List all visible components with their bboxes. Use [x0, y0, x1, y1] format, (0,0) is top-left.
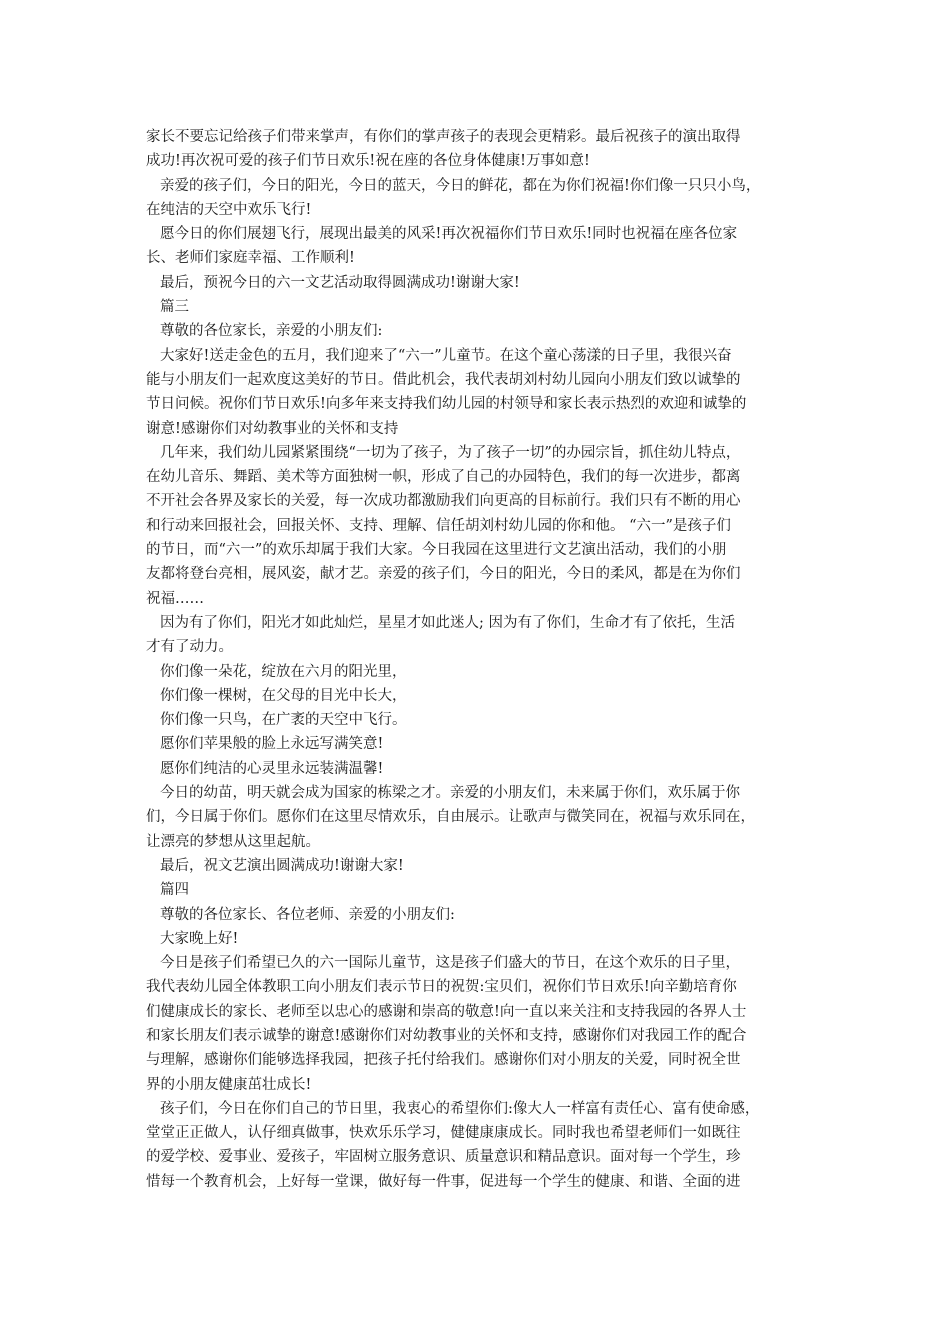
text-line: 最后，祝文艺演出圆满成功!谢谢大家!	[160, 857, 404, 874]
text-line: 亲爱的孩子们，今日的阳光，今日的蓝天，今日的鲜花，都在为你们祝福!你们像一只只小鸟，	[160, 177, 761, 194]
text-line: 界的小朋友健康茁壮成长!	[146, 1076, 312, 1093]
text-line: 几年来，我们幼儿园紧紧围绕“一切为了孩子，为了孩子一切”的办园宗旨，抓住幼儿特点，	[160, 444, 741, 461]
text-line: 让漂亮的梦想从这里起航。	[146, 833, 320, 850]
text-line: 你们像一朵花，绽放在六月的阳光里，	[160, 663, 407, 680]
text-line: 篇四	[160, 882, 189, 899]
text-line: 谢意!感谢你们对幼教事业的关怀和支持	[146, 420, 399, 437]
text-line: 堂堂正正做人，认仔细真做事，快欢乐乐学习，健健康康成长。同时我也希望老师们一如既往	[146, 1125, 741, 1142]
text-line: 的节日，而“六一”的欢乐却属于我们大家。今日我园在这里进行文艺演出活动，我们的小朋	[146, 542, 727, 559]
text-line: 你们像一只鸟，在广袤的天空中飞行。	[160, 712, 407, 729]
text-line: 和家长朋友们表示诚挚的谢意!感谢你们对幼教事业的关怀和支持，感谢你们对我园工作的配合	[146, 1027, 747, 1044]
text-line: 我代表幼儿园全体教职工向小朋友们表示节日的祝贺:宝贝们，祝你们节日欢乐!向辛勤培育你	[146, 979, 737, 996]
text-line: 能与小朋友们一起欢度这美好的节日。借此机会，我代表胡刘村幼儿园向小朋友们致以诚挚的	[146, 371, 741, 388]
text-line: 不开社会各界及家长的关爱，每一次成功都激励我们向更高的目标前行。我们只有不断的用心	[146, 493, 741, 510]
text-line: 们健康成长的家长、老师至以忠心的感谢和崇高的敬意!向一直以来关注和支持我园的各界人士	[146, 1003, 747, 1020]
text-line: 节日问候。祝你们节日欢乐!向多年来支持我们幼儿园的村领导和家长表示热烈的欢迎和诚挚的	[146, 396, 747, 413]
text-line: 尊敬的各位家长、各位老师、亲爱的小朋友们:	[160, 906, 455, 923]
text-line: 愿今日的你们展翅飞行，展现出最美的风采!再次祝福你们节日欢乐!同时也祝福在座各位家	[160, 226, 738, 243]
text-line: 愿你们苹果般的脸上永远写满笑意!	[160, 736, 384, 753]
text-line: 今日是孩子们希望已久的六一国际儿童节，这是孩子们盛大的节日，在这个欢乐的日子里，	[160, 955, 740, 972]
text-line: 篇三	[160, 299, 189, 316]
text-line: 在纯洁的天空中欢乐飞行!	[146, 201, 312, 218]
text-line: 孩子们，今日在你们自己的节日里，我衷心的希望你们:像大人一样富有责任心、富有使命感，	[160, 1100, 760, 1117]
text-line: 家长不要忘记给孩子们带来掌声，有你们的掌声孩子的表现会更精彩。最后祝孩子的演出取得	[146, 129, 741, 145]
text-line: 友都将登台亮相，展风姿，献才艺。亲爱的孩子们，今日的阳光，今日的柔风，都是在为你们	[146, 566, 741, 583]
text-line: 成功!再次祝可爱的孩子们节日欢乐!祝在座的各位身体健康!万事如意!	[146, 153, 590, 170]
document-page	[146, 125, 816, 1194]
text-line: 长、老师们家庭幸福、工作顺利!	[146, 250, 355, 267]
text-line: 你们像一棵树，在父母的目光中长大，	[160, 687, 407, 704]
text-line: 的爱学校、爱事业、爱孩子，牢固树立服务意识、质量意识和精品意识。面对每一个学生，珍	[146, 1149, 741, 1166]
text-line: 尊敬的各位家长，亲爱的小朋友们:	[160, 323, 383, 340]
text-line: 在幼儿音乐、舞蹈、美术等方面独树一帜，形成了自己的办园特色，我们的每一次进步，都离	[146, 469, 741, 486]
text-line: 今日的幼苗，明天就会成为国家的栋梁之才。亲爱的小朋友们，未来属于你们，欢乐属于你	[160, 785, 740, 802]
text-line: 祝福……	[146, 590, 204, 607]
text-line: 大家晚上好!	[160, 930, 239, 947]
text-line: 因为有了你们，阳光才如此灿烂，星星才如此迷人; 因为有了你们，生命才有了依托，生活	[160, 614, 735, 631]
text-line: 愿你们纯洁的心灵里永远装满温馨!	[160, 760, 384, 777]
text-line: 最后，预祝今日的六一文艺活动取得圆满成功!谢谢大家!	[160, 274, 520, 291]
text-line: 和行动来回报社会，回报关怀、支持、理解、信任胡刘村幼儿园的你和他。 “六一”是孩子们	[146, 517, 731, 534]
text-line: 才有了动力。	[146, 639, 233, 656]
text-line: 大家好!送走金色的五月，我们迎来了“六一”儿童节。在这个童心荡漾的日子里，我很兴奋	[160, 347, 732, 364]
text-line: 惜每一个教育机会，上好每一堂课，做好每一件事，促进每一个学生的健康、和谐、全面的进	[146, 1173, 741, 1190]
text-line: 们，今日属于你们。愿你们在这里尽情欢乐，自由展示。让歌声与微笑同在，祝福与欢乐同在，	[146, 809, 755, 826]
text-line: 与理解，感谢你们能够选择我园，把孩子托付给我们。感谢你们对小朋友的关爱，同时祝全世	[146, 1052, 741, 1069]
